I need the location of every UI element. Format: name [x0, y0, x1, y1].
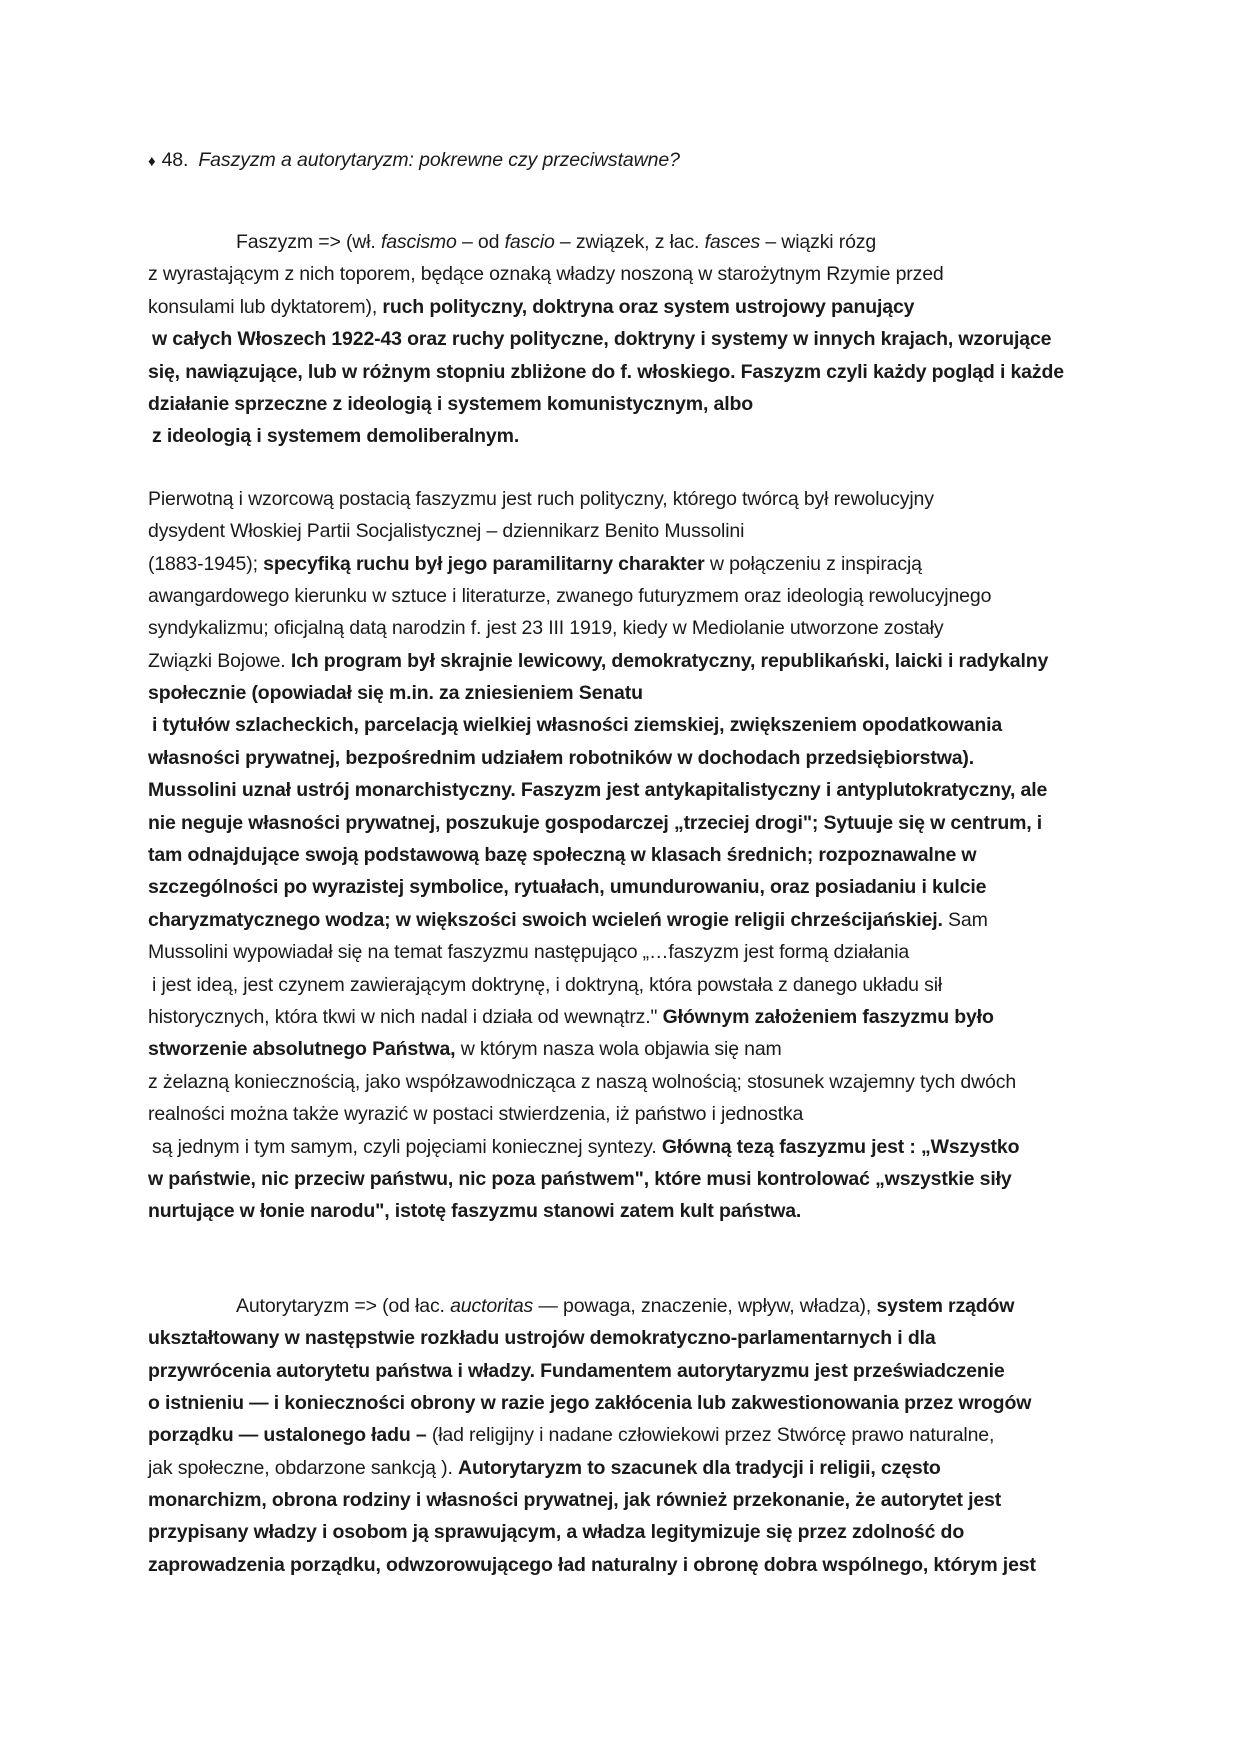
text-line	[148, 323, 1098, 355]
bold-text-run: szczególności po wyrazistej symbolice, rytuałach, umundurowaniu, oraz posiadaniu i kulcie	[148, 876, 987, 899]
text-line	[148, 1001, 1098, 1033]
text-line	[148, 258, 1098, 290]
text-line	[148, 612, 1098, 644]
text-line	[148, 774, 1098, 806]
bold-text-run: w całych Włoszech 1922-43 oraz ruchy polityczne, doktryny i systemy w innych krajach, wzorujące	[152, 328, 1052, 351]
text-line	[148, 1419, 1098, 1451]
text-run: awangardowego kierunku w sztuce i literaturze, zwanego futuryzmem oraz ideologią rewolucyjnego	[148, 584, 992, 607]
italic-text-run: fascio	[504, 231, 555, 253]
text-run: i jest ideą, jest czynem zawierającym doktrynę, i doktryną, która powstała z danego układu sił	[152, 973, 943, 996]
text-run: Związki Bojowe.	[148, 649, 291, 672]
bold-text-run: nurtujące w łonie narodu", istotę faszyzmu stanowi zatem kult państwa.	[148, 1200, 802, 1223]
bold-text-run: porządku — ustalonego ładu –	[148, 1424, 427, 1447]
text-line	[148, 420, 1098, 452]
text-line	[148, 1484, 1098, 1516]
text-line	[148, 515, 1098, 547]
text-run: – związek, z łac.	[554, 231, 705, 253]
text-run: jak społeczne, obdarzone sankcją ).	[148, 1456, 459, 1479]
text-line	[148, 677, 1098, 709]
bold-text-run: specyfiką ruchu był jego paramilitarny charakter	[263, 552, 705, 575]
section-heading	[148, 144, 1098, 176]
text-run: w którym nasza wola objawia się nam	[455, 1038, 782, 1061]
text-line	[148, 969, 1098, 1001]
text-run: (1883-1945);	[148, 552, 264, 575]
italic-text-run: fasces	[704, 231, 761, 253]
bold-text-run: przypisany władzy i osobom ją sprawującym, a władza legitymizuje się przez zdolność do	[148, 1521, 965, 1544]
bold-text-run: w państwie, nic przeciw państwu, nic poza państwem", które musi kontrolować „wszystkie siły	[148, 1167, 1012, 1190]
text-line	[148, 291, 1098, 323]
text-run: (ład religijny i nadane człowiekowi przez Stwórcę prawo naturalne,	[426, 1424, 995, 1447]
text-line	[148, 1516, 1098, 1548]
text-line	[148, 1163, 1098, 1195]
text-line	[148, 936, 1098, 968]
diamond-bullet-icon: ♦	[148, 153, 156, 170]
text-run: z żelazną koniecznością, jako współzawodnicząca z naszą wolnością; stosunek wzajemny tych dwóch	[148, 1070, 1017, 1093]
text-line	[148, 1195, 1098, 1227]
bold-text-run: działanie sprzeczne z ideologią i systemem komunistycznym, albo	[148, 392, 753, 415]
bold-text-run: własności prywatnej, bezpośrednim udziałem robotników w dochodach przedsiębiorstwa).	[148, 746, 975, 769]
bold-text-run: Autorytaryzm to szacunek dla tradycji i religii, często	[458, 1456, 941, 1479]
text-line	[148, 742, 1098, 774]
text-run: – od	[456, 231, 505, 253]
text-line	[148, 1131, 1098, 1163]
paragraph-fascism-origins	[148, 483, 1098, 1228]
paragraph-authoritarianism-definition	[148, 1290, 1098, 1582]
text-run: z wyrastającym z nich toporem, będące oznaką władzy noszoną w starożytnym Rzymie przed	[148, 263, 944, 286]
text-line	[148, 807, 1098, 839]
italic-text-run: fascismo	[380, 231, 457, 253]
text-run: w połączeniu z inspiracją	[704, 552, 922, 575]
text-line	[148, 1549, 1098, 1581]
bold-text-run: i tytułów szlacheckich, parcelacją wielkiej własności ziemskiej, zwiększeniem opodatkowania	[152, 714, 1003, 737]
bold-text-run: system rządów	[876, 1294, 1015, 1317]
bold-text-run: ukształtowany w następstwie rozkładu ustrojów demokratyczno-parlamentarnych i dla	[148, 1327, 936, 1350]
bold-text-run: społecznie (opowiadał się m.in. za zniesieniem Senatu	[148, 682, 643, 705]
text-line	[148, 839, 1098, 871]
text-run: realności można także wyrazić w postaci stwierdzenia, iż państwo i jednostka	[148, 1103, 804, 1126]
bold-text-run: przywrócenia autorytetu państwa i władzy. Fundamentem autorytaryzmu jest przeświadczenie	[148, 1359, 1005, 1382]
text-run: konsulami lub dyktatorem),	[148, 295, 383, 318]
text-run: – wiązki rózg	[760, 231, 877, 253]
text-line	[148, 580, 1098, 612]
text-line	[148, 1098, 1098, 1130]
bold-text-run: Główną tezą faszyzmu jest : „Wszystko	[661, 1135, 1020, 1158]
text-run: Faszyzm => (wł.	[236, 231, 381, 253]
text-run: Autorytaryzm => (od łac.	[236, 1294, 451, 1317]
text-line	[148, 709, 1098, 741]
text-line	[148, 645, 1098, 677]
bold-text-run: ruch polityczny, doktryna oraz system ustrojowy panujący	[382, 295, 915, 318]
document-page	[148, 144, 1098, 1581]
text-run: Mussolini wypowiadał się na temat faszyzmu następująco „…faszyzm jest formą działania	[148, 941, 910, 964]
text-line	[148, 483, 1098, 515]
bold-text-run: tam odnajdujące swoją podstawową bazę społeczną w klasach średnich; rozpoznawalne w	[148, 844, 977, 867]
text-run: Pierwotną i wzorcową postacią faszyzmu jest ruch polityczny, którego twórcą był rewolucyjny	[148, 487, 934, 510]
bold-text-run: stworzenie absolutnego Państwa,	[148, 1038, 456, 1061]
text-line	[148, 1355, 1098, 1387]
text-run: dysydent Włoskiej Partii Socjalistycznej – dziennikarz Benito Mussolini	[148, 520, 745, 543]
text-run: Sam	[942, 908, 988, 931]
bold-text-run: o istnieniu — i konieczności obrony w razie jego zakłócenia lub zakwestionowania przez wrogów	[148, 1391, 1032, 1414]
bold-text-run: zaprowadzenia porządku, odwzorowującego ład naturalny i obronę dobra wspólnego, którym jest	[148, 1553, 1036, 1576]
bold-text-run: z ideologią i systemem demoliberalnym.	[152, 425, 520, 448]
text-line	[148, 356, 1098, 388]
section-title: Faszyzm a autorytaryzm: pokrewne czy przeciwstawne?	[198, 149, 680, 171]
text-line	[148, 1387, 1098, 1419]
text-line	[148, 1033, 1098, 1065]
bold-text-run: charyzmatycznego wodza; w większości swoich wcieleń wrogie religii chrześcijańskiej.	[148, 908, 943, 931]
text-line	[148, 904, 1098, 936]
text-line	[148, 388, 1098, 420]
section-number: 48.	[161, 149, 189, 171]
bold-text-run: monarchizm, obrona rodziny i własności prywatnej, jak również przekonanie, że autorytet jest	[148, 1489, 1002, 1512]
paragraph-fascism-definition	[148, 226, 1098, 453]
text-run: syndykalizmu; oficjalną datą narodzin f. jest 23 III 1919, kiedy w Mediolanie utworzone zostały	[148, 617, 944, 640]
bold-text-run: Mussolini uznał ustrój monarchistyczny. Faszyzm jest antykapitalistyczny i antyplutokratyczny, ale	[148, 779, 1048, 802]
bold-text-run: się, nawiązujące, lub w różnym stopniu zbliżone do f. włoskiego. Faszyzm czyli każdy pogląd i każde	[148, 360, 1064, 383]
text-line	[148, 548, 1098, 580]
text-line	[148, 871, 1098, 903]
italic-text-run: auctoritas	[450, 1294, 534, 1317]
bold-text-run: Ich program był skrajnie lewicowy, demokratyczny, republikański, laicki i radykalny	[290, 649, 1049, 672]
bold-text-run: nie neguje własności prywatnej, poszukuje gospodarczej „trzeciej drogi"; Sytuuje się w centrum, i	[148, 811, 1043, 834]
bold-text-run: Głównym założeniem faszyzmu było	[662, 1005, 994, 1028]
text-line	[148, 1452, 1098, 1484]
text-line	[148, 1066, 1098, 1098]
text-line	[148, 226, 1098, 258]
text-run: historycznych, która tkwi w nich nadal i działa od wewnątrz."	[148, 1005, 663, 1028]
text-line	[148, 1322, 1098, 1354]
text-line	[148, 1290, 1098, 1322]
text-run: są jednym i tym samym, czyli pojęciami koniecznej syntezy.	[152, 1135, 662, 1158]
text-run: — powaga, znaczenie, wpływ, władza),	[533, 1294, 877, 1317]
